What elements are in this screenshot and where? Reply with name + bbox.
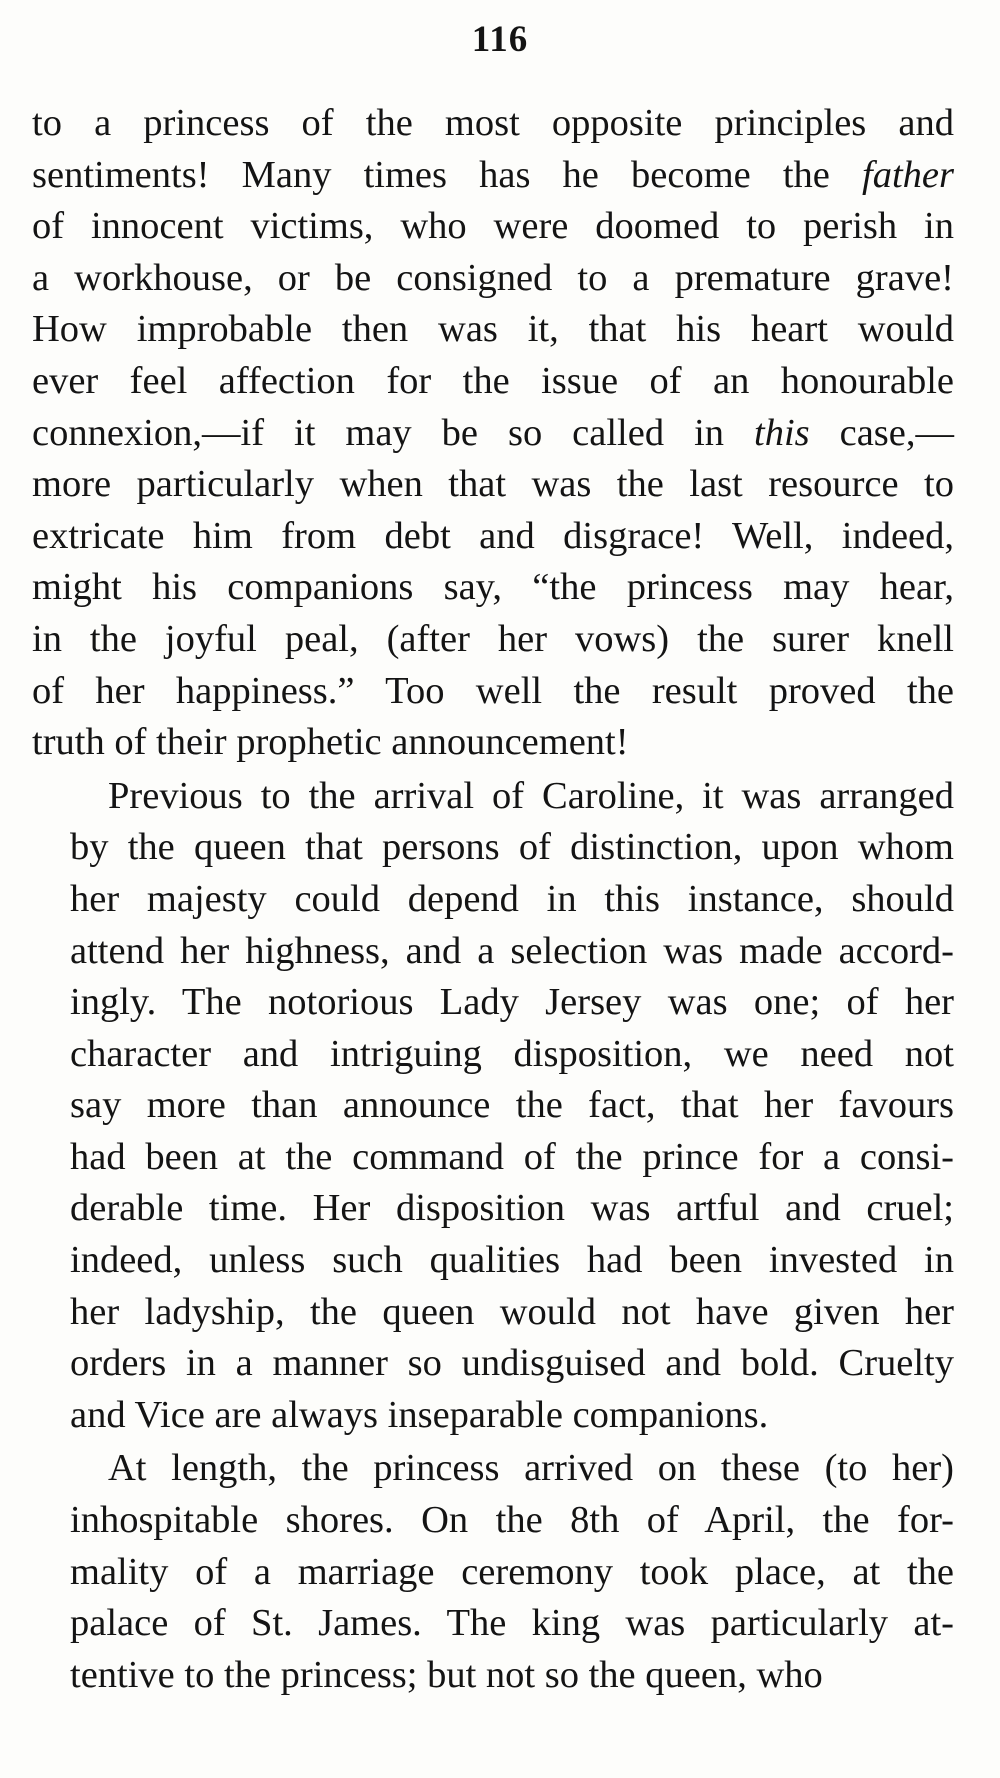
text-line — [32, 1495, 954, 1547]
text-line — [32, 1183, 954, 1235]
text-run: truth of their prophetic announcement! — [32, 721, 629, 764]
paragraph-1 — [32, 98, 954, 769]
text-line — [32, 1235, 954, 1287]
text-run: attend her highness, and a selection was made accord- — [70, 929, 954, 972]
text-line — [32, 1029, 954, 1081]
text-line — [32, 459, 954, 511]
text-run: case,— — [809, 411, 954, 454]
text-run: At length, the princess arrived on these (to her) — [108, 1447, 954, 1490]
text-run: say more than announce the fact, that her favours — [70, 1084, 954, 1127]
text-run: palace of St. James. The king was particularly at- — [70, 1602, 954, 1645]
text-run: to a princess of the most opposite principles and — [32, 102, 954, 144]
text-run: by the queen that persons of distinction, upon whom — [70, 826, 954, 869]
text-line — [32, 1390, 954, 1442]
text-line — [32, 408, 954, 460]
text-line — [32, 98, 954, 150]
text-line — [32, 874, 954, 926]
text-line — [32, 1080, 954, 1132]
text-line — [32, 822, 954, 874]
text-line — [32, 614, 954, 666]
text-line — [32, 253, 954, 305]
text-run: tentive to the princess; but not so the queen, who — [70, 1653, 823, 1696]
text-line — [32, 977, 954, 1029]
text-run: her majesty could depend in this instance, should — [70, 877, 954, 920]
text-run: Previous to the arrival of Caroline, it was arranged — [108, 774, 954, 817]
text-run: indeed, unless such qualities had been invested in — [70, 1239, 954, 1282]
italic-text-run: father — [862, 153, 954, 196]
text-run: of innocent victims, who were doomed to perish in — [32, 205, 954, 248]
text-line — [32, 150, 954, 202]
text-line — [32, 717, 954, 769]
text-line — [32, 562, 954, 614]
text-line — [32, 511, 954, 563]
text-run: ingly. The notorious Lady Jersey was one; of her — [70, 981, 954, 1024]
text-run: derable time. Her disposition was artful and cruel; — [70, 1187, 954, 1230]
text-run: had been at the command of the prince for a consi- — [70, 1135, 954, 1178]
text-run: inhospitable shores. On the 8th of April, the for- — [70, 1499, 954, 1542]
text-line — [32, 1338, 954, 1390]
text-run: her ladyship, the queen would not have given her — [70, 1290, 954, 1333]
paragraph-3 — [32, 1443, 954, 1701]
text-line — [32, 1443, 954, 1495]
text-run: ever feel affection for the issue of an honourable — [32, 359, 954, 402]
text-line — [32, 1650, 954, 1702]
text-line — [32, 1287, 954, 1339]
text-run: of her happiness.” Too well the result proved the — [32, 669, 954, 712]
italic-text-run: this — [754, 411, 810, 454]
text-run: might his companions say, “the princess may hear, — [32, 566, 954, 609]
text-run: connexion,—if it may be so called in — [32, 411, 754, 454]
text-line — [32, 1598, 954, 1650]
text-line — [32, 771, 954, 823]
text-run: in the joyful peal, (after her vows) the surer knell — [32, 617, 954, 660]
paragraph-2 — [32, 771, 954, 1442]
text-run: a workhouse, or be consigned to a premature grave! — [32, 256, 954, 299]
text-run: character and intriguing disposition, we need not — [70, 1032, 954, 1075]
text-line — [32, 1132, 954, 1184]
text-line — [32, 1547, 954, 1599]
text-run: mality of a marriage ceremony took place, at the — [70, 1550, 954, 1593]
text-run: How improbable then was it, that his heart would — [32, 308, 954, 351]
text-run: orders in a manner so undisguised and bold. Cruelty — [70, 1342, 954, 1385]
page-number: 116 — [471, 19, 529, 60]
text-run: more particularly when that was the last resource to — [32, 463, 954, 506]
body-text — [32, 98, 954, 1701]
text-line — [32, 304, 954, 356]
text-run: and Vice are always inseparable companions. — [70, 1393, 769, 1436]
text-run: extricate him from debt and disgrace! Well, indeed, — [32, 514, 954, 557]
text-line — [32, 356, 954, 408]
text-line — [32, 926, 954, 978]
text-line — [32, 666, 954, 718]
text-line — [32, 201, 954, 253]
text-run: sentiments! Many times has he become the — [32, 153, 863, 196]
